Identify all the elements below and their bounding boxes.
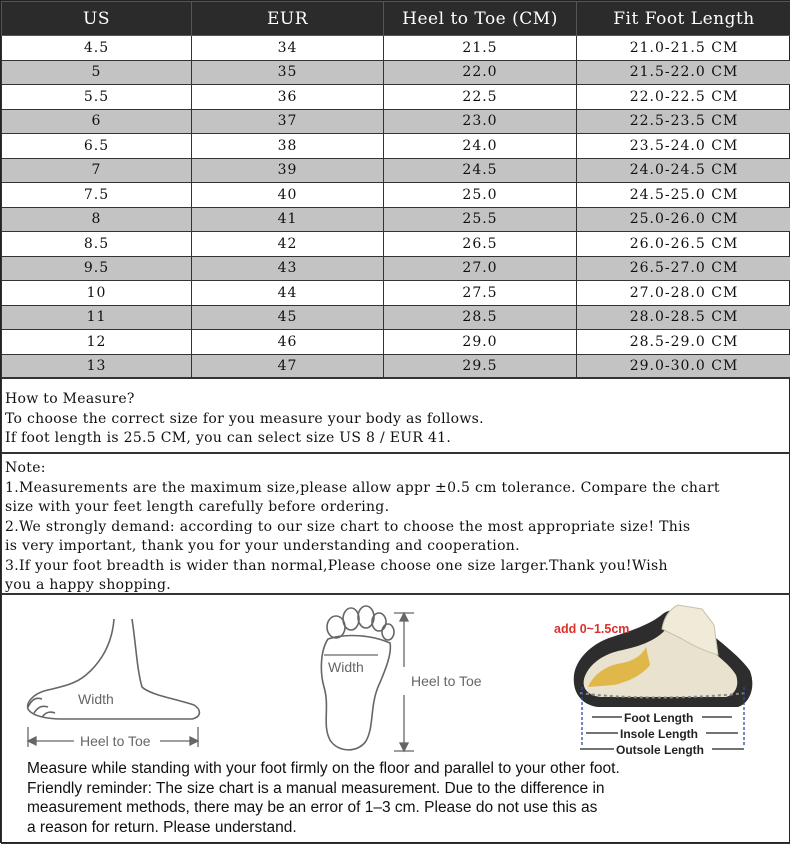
table-row	[2, 354, 790, 379]
cell-fit-length: 21.0-21.5 CM	[577, 36, 790, 61]
cell-eur: 37	[192, 109, 384, 134]
cell-eur: 45	[192, 305, 384, 330]
shoe-add-allowance-label: add 0~1.5cm	[554, 622, 629, 636]
side-width-label: Width	[78, 691, 114, 707]
cell-eur: 43	[192, 256, 384, 281]
cell-heel-to-toe: 28.5	[384, 305, 577, 330]
table-row	[2, 60, 790, 85]
table-row	[2, 232, 790, 257]
note-line: you a happy shopping.	[5, 576, 787, 596]
cell-fit-length: 24.5-25.0 CM	[577, 183, 790, 208]
table-row	[2, 183, 790, 208]
table-row	[2, 281, 790, 306]
table-row	[2, 134, 790, 159]
cell-eur: 44	[192, 281, 384, 306]
table-row	[2, 158, 790, 183]
cell-eur: 35	[192, 60, 384, 85]
how-to-measure-example: If foot length is 25.5 CM, you can select size US 8 / EUR 41.	[5, 429, 787, 449]
cell-eur: 42	[192, 232, 384, 257]
caption-line: measurement methods, there may be an error of 1–3 cm. Please do not use this as	[27, 798, 767, 818]
note-line: size with your feet length carefully before ordering.	[5, 498, 787, 518]
how-to-measure-line: To choose the correct size for you measure your body as follows.	[5, 410, 787, 430]
cell-fit-length: 27.0-28.0 CM	[577, 281, 790, 306]
sole-width-label: Width	[328, 659, 364, 675]
header-eur: EUR	[192, 2, 384, 36]
cell-fit-length: 24.0-24.5 CM	[577, 158, 790, 183]
cell-us: 13	[2, 354, 192, 379]
cell-eur: 47	[192, 354, 384, 379]
diagram-illustrations	[2, 595, 790, 760]
measurement-caption	[27, 759, 767, 837]
table-row	[2, 85, 790, 110]
table-row	[2, 305, 790, 330]
caption-line: a reason for return. Please understand.	[27, 818, 767, 838]
cell-eur: 39	[192, 158, 384, 183]
cell-heel-to-toe: 22.0	[384, 60, 577, 85]
cell-eur: 46	[192, 330, 384, 355]
cell-us: 12	[2, 330, 192, 355]
cell-heel-to-toe: 26.5	[384, 232, 577, 257]
cell-heel-to-toe: 24.0	[384, 134, 577, 159]
cell-heel-to-toe: 27.5	[384, 281, 577, 306]
cell-us: 6.5	[2, 134, 192, 159]
cell-heel-to-toe: 23.0	[384, 109, 577, 134]
note-line: 3.If your foot breadth is wider than normal,Please choose one size larger.Thank you!Wish	[5, 557, 787, 577]
cell-heel-to-toe: 29.5	[384, 354, 577, 379]
outsole-length-label: Outsole Length	[616, 743, 704, 757]
cell-us: 4.5	[2, 36, 192, 61]
cell-fit-length: 28.0-28.5 CM	[577, 305, 790, 330]
note-section	[1, 453, 790, 594]
cell-fit-length: 22.5-23.5 CM	[577, 109, 790, 134]
foot-sole-illustration	[321, 606, 394, 750]
cell-eur: 38	[192, 134, 384, 159]
table-row	[2, 330, 790, 355]
cell-us: 7	[2, 158, 192, 183]
how-to-measure-section	[1, 377, 790, 453]
side-heel-to-toe-label: Heel to Toe	[80, 733, 151, 749]
cell-us: 7.5	[2, 183, 192, 208]
sole-heel-to-toe-label: Heel to Toe	[411, 673, 482, 689]
shoe-illustration	[574, 605, 753, 707]
cell-us: 11	[2, 305, 192, 330]
note-line: 2.We strongly demand: according to our size chart to choose the most appropriate size! This	[5, 518, 787, 538]
cell-heel-to-toe: 25.0	[384, 183, 577, 208]
table-header-row	[2, 2, 790, 36]
header-heel-to-toe: Heel to Toe (CM)	[384, 2, 577, 36]
cell-us: 8.5	[2, 232, 192, 257]
table-row	[2, 207, 790, 232]
cell-heel-to-toe: 22.5	[384, 85, 577, 110]
cell-eur: 34	[192, 36, 384, 61]
header-us: US	[2, 2, 192, 36]
cell-heel-to-toe: 24.5	[384, 158, 577, 183]
cell-heel-to-toe: 27.0	[384, 256, 577, 281]
how-to-measure-title: How to Measure?	[5, 390, 787, 410]
header-fit-foot-length: Fit Foot Length	[577, 2, 790, 36]
cell-fit-length: 28.5-29.0 CM	[577, 330, 790, 355]
cell-fit-length: 29.0-30.0 CM	[577, 354, 790, 379]
cell-eur: 40	[192, 183, 384, 208]
note-title: Note:	[5, 459, 787, 479]
cell-heel-to-toe: 29.0	[384, 330, 577, 355]
cell-us: 9.5	[2, 256, 192, 281]
cell-fit-length: 26.5-27.0 CM	[577, 256, 790, 281]
cell-heel-to-toe: 21.5	[384, 36, 577, 61]
cell-fit-length: 22.0-22.5 CM	[577, 85, 790, 110]
insole-length-label: Insole Length	[620, 727, 698, 741]
size-table	[1, 1, 790, 379]
foot-length-label: Foot Length	[624, 711, 693, 725]
cell-fit-length: 23.5-24.0 CM	[577, 134, 790, 159]
cell-us: 10	[2, 281, 192, 306]
table-row	[2, 109, 790, 134]
cell-us: 6	[2, 109, 192, 134]
cell-us: 5	[2, 60, 192, 85]
cell-fit-length: 25.0-26.0 CM	[577, 207, 790, 232]
note-line: is very important, thank you for your understanding and cooperation.	[5, 537, 787, 557]
cell-heel-to-toe: 25.5	[384, 207, 577, 232]
cell-fit-length: 21.5-22.0 CM	[577, 60, 790, 85]
cell-fit-length: 26.0-26.5 CM	[577, 232, 790, 257]
cell-eur: 36	[192, 85, 384, 110]
cell-us: 8	[2, 207, 192, 232]
cell-us: 5.5	[2, 85, 192, 110]
caption-line: Friendly reminder: The size chart is a manual measurement. Due to the difference in	[27, 779, 767, 799]
note-line: 1.Measurements are the maximum size,please allow appr ±0.5 cm tolerance. Compare the chart	[5, 479, 787, 499]
table-row	[2, 256, 790, 281]
caption-line: Measure while standing with your foot firmly on the floor and parallel to your other foot.	[27, 759, 767, 779]
cell-eur: 41	[192, 207, 384, 232]
table-row	[2, 36, 790, 61]
